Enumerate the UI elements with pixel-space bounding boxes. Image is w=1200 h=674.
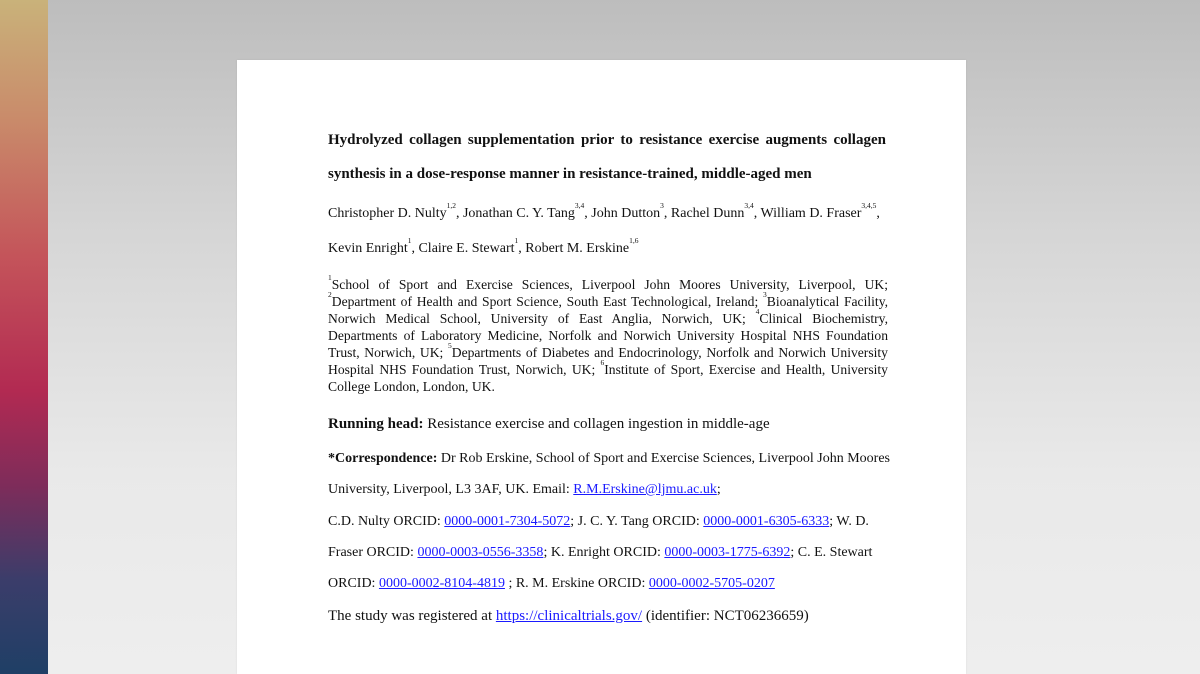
registration-line — [328, 608, 809, 625]
orcid-link-tang[interactable]: 0000-0001-6305-6333 — [703, 514, 830, 529]
author-name: Rachel Dunn — [670, 206, 745, 221]
affiliation-sup: 6 — [600, 358, 605, 367]
document-page — [237, 60, 966, 674]
correspondence-label: *Correspondence: — [328, 451, 438, 466]
registration-text: The study was registered at — [328, 608, 496, 624]
orcid-link-enright[interactable]: 0000-0003-1775-6392 — [664, 545, 791, 560]
correspondence-address: University, Liverpool, L3 3AF, UK. Email: — [328, 482, 574, 497]
affiliation-sup: 1 — [328, 273, 332, 282]
running-head-text: Resistance exercise and collagen ingestion in middle-age — [423, 416, 770, 432]
orcid-label: ORCID: — [328, 576, 379, 591]
decorative-gradient-strip — [0, 0, 48, 674]
registration-identifier: (identifier: NCT06236659) — [642, 608, 809, 624]
orcid-label: C.D. Nulty ORCID: — [328, 514, 445, 529]
orcid-link-nulty[interactable]: 0000-0001-7304-5072 — [444, 514, 571, 529]
running-head — [328, 416, 770, 433]
email-link[interactable]: R.M.Erskine@ljmu.ac.uk — [573, 482, 717, 497]
orcid-line-2 — [328, 545, 872, 561]
orcid-line-3 — [328, 576, 775, 592]
author-name: Christopher D. Nulty — [328, 206, 447, 221]
orcid-link-stewart[interactable]: 0000-0002-8104-4819 — [378, 576, 505, 591]
author-affiliation-sup: 3,4 — [574, 201, 585, 210]
author-list-line-1: Christopher D. Nulty$^{1,2}$, Jonathan C. Y. Tang$^{3,4}$, John Dutton$^3$, Rachel Dunn$^{3,4}$, William D. Fraser$^{3,4,5}$, — [328, 201, 880, 221]
orcid-link-erskine[interactable]: 0000-0002-5705-0207 — [648, 576, 775, 591]
affiliation-sup: 4 — [755, 307, 760, 316]
orcid-label: ; W. D. — [829, 514, 869, 529]
author-name: John Dutton — [591, 206, 661, 221]
author-affiliation-sup: 3,4 — [744, 201, 754, 210]
affiliation-sup: 2 — [328, 290, 332, 299]
affiliation-text: Institute of Sport, Exercise and Health, University College London, London, UK. — [328, 362, 888, 394]
affiliations-block — [328, 273, 889, 395]
correspondence-text: Dr Rob Erskine, School of Sport and Exercise Sciences, Liverpool John Moores — [437, 451, 890, 466]
affiliation-sup: 3 — [763, 290, 767, 299]
clinicaltrials-link[interactable]: https://clinicaltrials.gov/ — [495, 608, 643, 624]
orcid-label: ; J. C. Y. Tang ORCID: — [570, 514, 704, 529]
orcid-label: Fraser ORCID: — [328, 545, 418, 560]
paper-title-line-1: Hydrolyzed collagen supplementation prior to resistance exercise augments collagen — [328, 132, 886, 148]
author-affiliation-sup: 1,2 — [446, 201, 456, 210]
author-name: Robert M. Erskine — [525, 241, 630, 256]
author-affiliation-sup: 1,6 — [629, 236, 639, 245]
orcid-line-1 — [328, 514, 869, 530]
affiliation-text: School of Sport and Exercise Sciences, Liverpool John Moores University, Liverpool, UK; — [331, 277, 888, 292]
author-name: William D. Fraser — [760, 206, 862, 221]
paper-title-line-2: synthesis in a dose-response manner in resistance-trained, middle-aged men — [328, 166, 812, 182]
author-name: Kevin Enright — [328, 241, 408, 256]
correspondence-line-1 — [328, 451, 890, 467]
affiliation-text: Clinical Biochemistry, Departments of Laboratory Medicine, Norfolk and Norwich University Hospital NHS Foundation Trust, Norwich, UK; — [328, 311, 888, 360]
affiliation-text: Bioanalytical Facility, Norwich Medical School, University of East Anglia, Norwich, UK; — [328, 294, 889, 326]
author-affiliation-sup: 3 — [660, 201, 664, 210]
affiliation-text: Department of Health and Sport Science, South East Technological, Ireland; — [331, 294, 759, 309]
orcid-label: ; R. M. Erskine ORCID: — [504, 576, 649, 591]
correspondence-line-2 — [328, 482, 721, 498]
orcid-link-fraser[interactable]: 0000-0003-0556-3358 — [417, 545, 544, 560]
orcid-label: ; K. Enright ORCID: — [543, 545, 665, 560]
author-affiliation-sup: 3,4,5 — [861, 201, 877, 210]
orcid-label: ; C. E. Stewart — [790, 545, 873, 560]
author-name: Jonathan C. Y. Tang — [462, 206, 575, 221]
email-tail: ; — [716, 482, 721, 497]
author-affiliation-sup: 1 — [514, 236, 519, 245]
author-affiliation-sup: 1 — [407, 236, 412, 245]
running-head-label: Running head: — [328, 416, 424, 432]
author-list-line-2: Kevin Enright$^1$, Claire E. Stewart$^1$, Robert M. Erskine$^{1,6}$ — [328, 236, 639, 256]
author-name: Claire E. Stewart — [418, 241, 515, 256]
affiliation-sup: 5 — [448, 341, 452, 350]
affiliation-text: Departments of Diabetes and Endocrinology, Norfolk and Norwich University Hospital NHS Foundation Trust, Norwich, UK; — [328, 345, 888, 377]
